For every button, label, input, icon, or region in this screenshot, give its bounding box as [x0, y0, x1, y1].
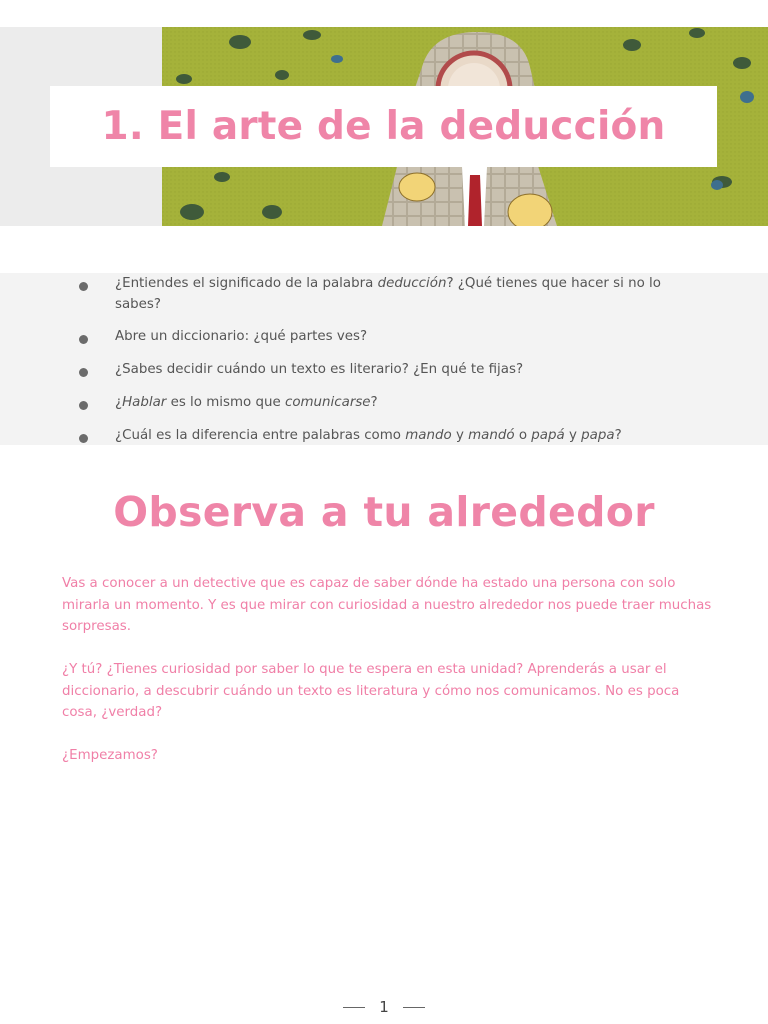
question-item — [115, 425, 695, 446]
question-emphasis: deducción — [377, 276, 447, 291]
intro-paragraph-3: ¿Empezamos? — [62, 748, 158, 763]
footer-dash-left — [343, 1007, 365, 1008]
intro-paragraph-1: Vas a conocer a un detective que es capaz de saber dónde ha estado una persona con solo mirarla un momento. Y es que mirar con curiosidad a nuestro alrededor nos puede traer muchas sorpresas. — [62, 576, 712, 634]
question-item — [115, 359, 695, 380]
question-text: ¿ — [115, 395, 123, 410]
page-footer — [0, 996, 768, 1018]
question-text: ¿Entiendes el significado de la palabra — [115, 276, 378, 291]
question-text: es lo mismo que — [166, 395, 285, 410]
question-text: ? ¿Qué tienes que hacer si no lo sabes? — [115, 276, 661, 312]
question-emphasis: mando — [405, 428, 452, 443]
bullet-dot — [79, 282, 88, 291]
question-emphasis: mandó — [468, 428, 515, 443]
footer-dash-right — [403, 1007, 425, 1008]
bullet-dot — [79, 401, 88, 410]
bullet-dot — [79, 368, 88, 377]
page-number: 1 — [379, 998, 389, 1016]
question-emphasis: Hablar — [122, 395, 167, 410]
question-text: o — [514, 428, 532, 443]
question-text: y — [451, 428, 469, 443]
bullet-dot — [79, 434, 88, 443]
question-text: ¿Cuál es la diferencia entre palabras como — [115, 428, 406, 443]
question-emphasis: papá — [531, 428, 565, 443]
question-text: ¿Sabes decidir cuándo un texto es literario? ¿En qué te fijas? — [115, 362, 524, 377]
bullet-dot — [79, 335, 88, 344]
intro-paragraph-2: ¿Y tú? ¿Tienes curiosidad por saber lo que te espera en esta unidad? Aprenderás a usar el diccionario, a descubrir cuándo un texto es literatura y cómo nos comunicamos. No es poca cosa, ¿verdad? — [62, 662, 680, 720]
question-text: ? — [614, 428, 622, 443]
question-text: ? — [370, 395, 378, 410]
chapter-title: 1. El arte de la deducción — [101, 104, 666, 149]
question-item — [115, 273, 695, 315]
chapter-title-box — [50, 86, 717, 167]
question-item — [115, 326, 695, 347]
question-text: y — [564, 428, 582, 443]
question-emphasis: papa — [581, 428, 615, 443]
question-text: Abre un diccionario: ¿qué partes ves? — [115, 329, 368, 344]
warmup-questions-panel — [0, 273, 768, 445]
question-emphasis: comunicarse — [284, 395, 371, 410]
question-item — [115, 392, 695, 413]
section-title: Observa a tu alrededor — [113, 488, 655, 536]
